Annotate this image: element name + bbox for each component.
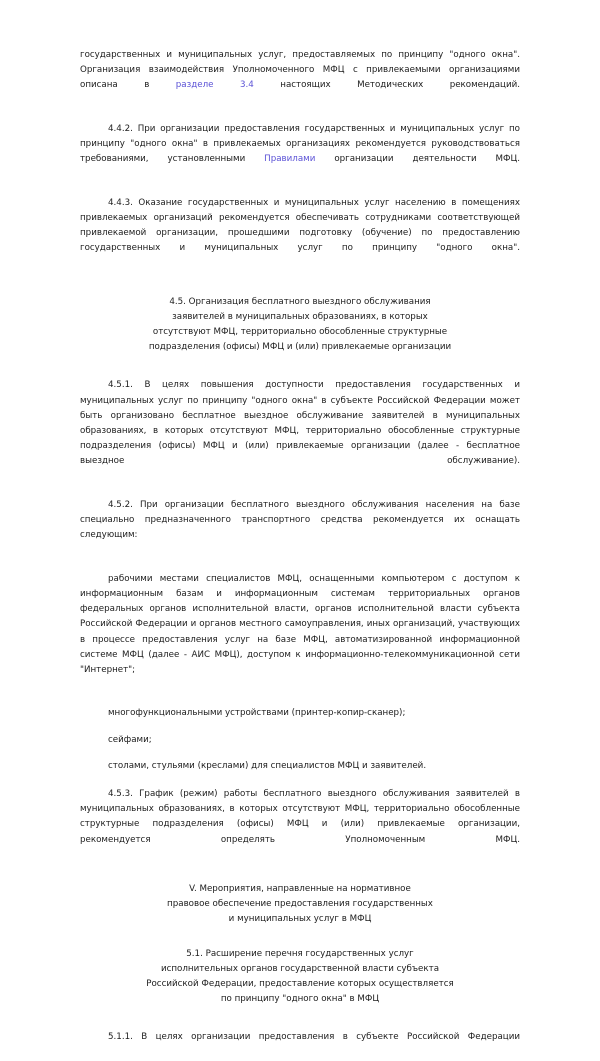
- heading-5-1-line-4: по принципу "одного окна" в МФЦ: [220, 994, 380, 1005]
- heading-4-5-line-2: заявителей в муниципальных образованиях, в которых: [172, 311, 428, 322]
- paragraph-4-4-3: 4.4.3. Оказание государственных и муниципальных услуг населению в помещениях привлекаемых организаций рекомендуется обеспечивать сотрудниками соответствующей привлекаемой организации, прошедшими подготовку (обучение) по предоставлению государственных и муниципальных услуг по принципу "одного окна".: [80, 197, 520, 254]
- heading-5-1: [80, 947, 520, 1008]
- paragraph-4-5-1: 4.5.1. В целях повышения доступности предоставления государственных и муниципальных услуг по принципу "одного окна" в субъекте Российской Федерации может быть организовано бесплатное выездное обслуживание заявителей в муниципальных образованиях, в которых отсутствуют МФЦ, территориально обособленные структурные подразделения (офисы) МФЦ и (или) привлекаемые организации (далее - бесплатное выездное обслуживание).: [80, 380, 520, 467]
- spacer: [80, 559, 520, 572]
- spacer: [80, 748, 520, 759]
- heading-5-1-line-2: исполнительных органов государственной власти субъекта: [160, 963, 440, 974]
- spacer: [80, 722, 520, 733]
- spacer: [80, 1007, 520, 1030]
- link-razdel-3-4[interactable]: разделе 3.4: [175, 80, 254, 91]
- list-item-equipment-mfp: многофункциональными устройствами (принтер-копир-сканер);: [108, 708, 406, 719]
- heading-section-v-line-1: V. Мероприятия, направленные на нормативное: [189, 883, 411, 894]
- heading-4-5: [80, 295, 520, 356]
- spacer: [80, 693, 520, 706]
- list-item-equipment-furniture: столами, стульями (креслами) для специалистов МФЦ и заявителей.: [108, 760, 427, 771]
- paragraph-4-4-2-text-before-link: 4.4.2. При организации предоставления государственных и муниципальных услуг по принципу "одного окна" в привлекаемых организациях рекомендуется руководствоваться требованиями, установленными: [80, 123, 520, 165]
- heading-5-1-line-3: Российской Федерации, предоставление которых осуществляется: [146, 978, 454, 989]
- paragraph-5-1-1: 5.1.1. В целях организации предоставления в субъекте Российской Федерации: [108, 1032, 520, 1043]
- heading-4-5-line-4: подразделения (офисы) МФЦ и (или) привлекаемые организации: [148, 342, 452, 353]
- paragraph-4-4-2-text-after-link: организации деятельности МФЦ.: [315, 154, 521, 165]
- heading-4-5-line-1: 4.5. Организация бесплатного выездного обслуживания: [169, 296, 431, 307]
- link-pravilami[interactable]: Правилами: [264, 154, 316, 165]
- heading-section-v-line-2: правовое обеспечение предоставления государственных: [167, 899, 433, 910]
- paragraph-4-5-2: 4.5.2. При организации бесплатного выездного обслуживания населения на базе специально предназначенного транспортного средства рекомендуется их оснащать следующим:: [80, 499, 520, 541]
- paragraph-continued-text-before-link: государственных и муниципальных услуг, предоставляемых по принципу "одного окна". Организация взаимодействия Уполномоченного МФЦ с привлекаемыми организациями описана в: [80, 50, 520, 91]
- spacer: [80, 183, 520, 196]
- spacer: [80, 355, 520, 378]
- paragraph-continued-text-after-link: настоящих Методических рекомендаций.: [253, 80, 520, 91]
- heading-4-5-line-3: отсутствуют МФЦ, территориально обособленные структурные: [152, 327, 448, 338]
- spacer: [80, 863, 520, 882]
- list-item-equipment-workstations: рабочими местами специалистов МФЦ, оснащенными компьютером с доступом к информационным базам и информационным системам территориальных органов федеральных органов исполнительной власти, органов исполнительной власти субъекта Российской Федерации и органов местного самоуправления, иных организаций, участвующих в процессе предоставления услуг на базе МФЦ, автоматизированной информационной системе МФЦ (далее - АИС МФЦ), доступом к информационно-телекоммуникационной сети "Интернет";: [80, 573, 520, 675]
- paragraph-continued: [80, 48, 520, 109]
- heading-section-v: [80, 882, 520, 928]
- heading-5-1-line-1: 5.1. Расширение перечня государственных услуг: [186, 948, 414, 959]
- paragraph-4-4-2: [80, 122, 520, 183]
- list-item-equipment-safes: сейфами;: [108, 734, 152, 745]
- spacer: [80, 109, 520, 122]
- spacer: [80, 485, 520, 498]
- spacer: [80, 272, 520, 295]
- spacer: [80, 928, 520, 947]
- heading-section-v-line-3: и муниципальных услуг в МФЦ: [228, 914, 372, 925]
- paragraph-4-5-3: 4.5.3. График (режим) работы бесплатного выездного обслуживания заявителей в муниципальных образованиях, в которых отсутствуют МФЦ, территориально обособленные структурные подразделения (офисы) МФЦ и (или) привлекаемые организации, рекомендуется определять Уполномоченным МФЦ.: [80, 788, 520, 845]
- spacer: [80, 774, 520, 787]
